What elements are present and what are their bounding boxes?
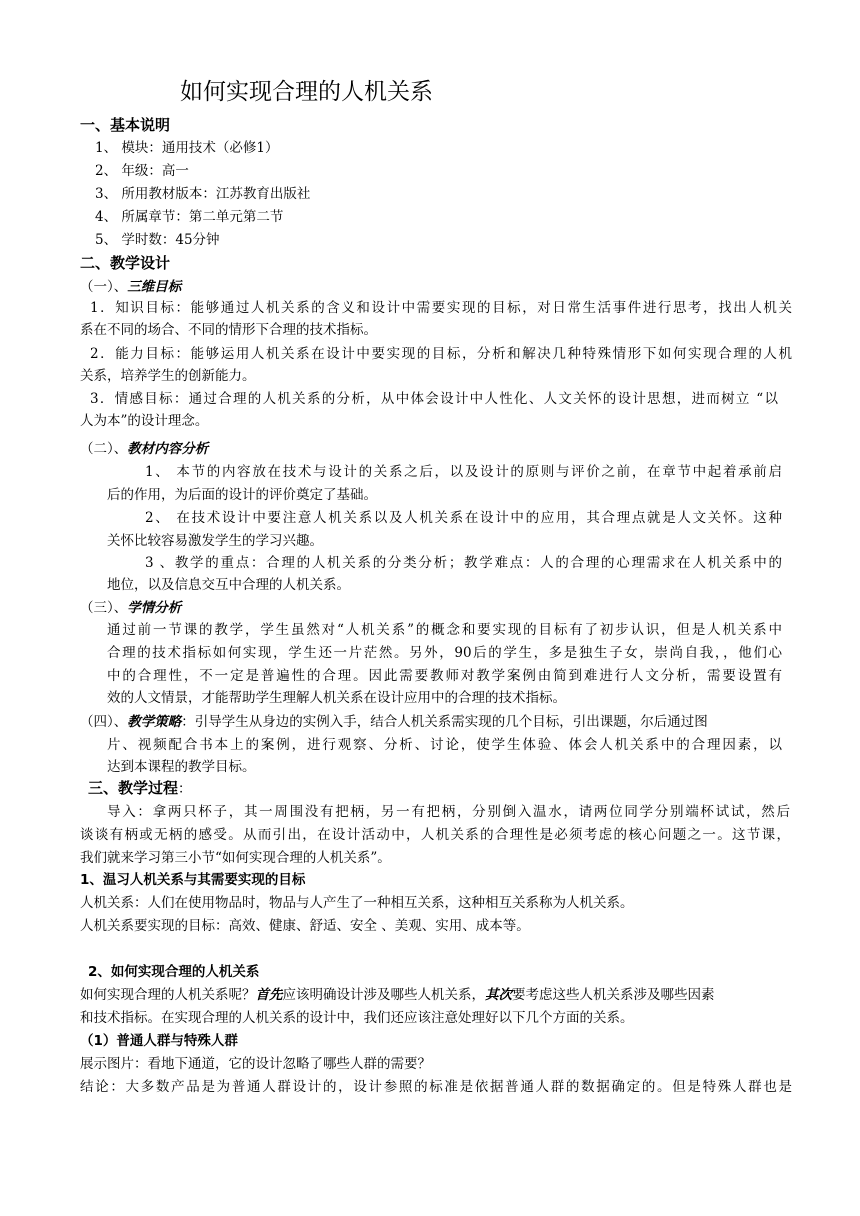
point2-emphasis-first: 首先 [255, 987, 283, 1003]
subheading-prefix: （四）、 [80, 714, 128, 730]
basic-item-chapter: 4、 所属章节：第二单元第二节 [95, 209, 284, 225]
strategy-line2: 片、视频配合书本上的案例，进行观察、分析、讨论，使学生体验、体会人机关系中的合理因素，以 [107, 737, 782, 753]
content-item-2-line2: 关怀比较容易激发学生的学习兴趣。 [107, 533, 323, 549]
basic-item-textbook: 3、 所用教材版本：江苏教育出版社 [95, 186, 311, 202]
goal-emotion-line1: 3．情感目标：通过合理的人机关系的分析，从中体会设计中人性化、人文关怀的设计思想，进而树立 “以 [90, 391, 778, 407]
point3-heading: （1）普通人群与特殊人群 [80, 1033, 238, 1049]
goal-knowledge-line2: 系在不同的场合、不同的情形下合理的技术指标。 [80, 322, 377, 338]
goal-emotion-line2: 人为本”的设计理念。 [80, 413, 209, 429]
point3-show-image: 展示图片：看地下通道，它的设计忽略了哪些人群的需要？ [80, 1056, 431, 1072]
subheading-prefix: （一）、 [80, 279, 128, 295]
page-title: 如何实现合理的人机关系 [180, 79, 433, 105]
section-heading-colon: ： [178, 781, 192, 797]
subheading-content [80, 439, 208, 459]
basic-item-hours: 5、 学时数：45分钟 [95, 232, 220, 248]
point2-line2: 和技术指标。在实现合理的人机关系的设计中，我们还应该注意处理好以下几个方面的关系。 [80, 1010, 634, 1026]
subheading-label: 三维目标 [127, 279, 182, 295]
subheading-label: 教材内容分析 [127, 441, 209, 457]
subheading-label: 学情分析 [127, 600, 182, 616]
basic-item-grade: 2、 年级：高一 [95, 163, 189, 179]
goal-ability-line2: 关系，培养学生的创新能力。 [80, 368, 256, 384]
point2-text-c: 要考虑这些人机关系涉及哪些因素 [512, 987, 715, 1003]
point1-goals: 人机关系要实现的目标：高效、健康、舒适、安全 、美观、实用、成本等。 [80, 918, 530, 934]
students-line3: 中的合理性，不一定是普遍性的合理。因此需要教师对教学案例由简到难进行人文分析，需要设置有 [107, 668, 782, 684]
intro-line1: 导入：拿两只杯子，其一周围没有把柄，另一有把柄，分别倒入温水，请两位同学分别端杯试试，然后 [107, 804, 790, 820]
point2-emphasis-second: 其次 [485, 987, 512, 1003]
strategy-text: ：引导学生从身边的实例入手，结合人机关系需实现的几个目标，引出课题，尔后通过图 [181, 714, 708, 730]
students-line2: 合理的技术指标如何实现，学生还一片茫然。另外，90后的学生，多是独生子女，崇尚自我，，他们心 [107, 645, 782, 661]
content-item-1-line2: 后的作用，为后面的设计的评价奠定了基础。 [107, 487, 377, 503]
intro-line2: 谈谈有柄或无柄的感受。从而引出，在设计活动中，人机关系的合理性是必须考虑的核心问题之一。这节课， [80, 827, 790, 843]
content-item-3-line1: 3 、教学的重点：合理的人机关系的分类分析；教学难点：人的合理的心理需求在人机关系中的 [145, 555, 782, 571]
strategy-line3: 达到本课程的教学目标。 [107, 759, 256, 775]
content-item-2-line1: 2、 在技术设计中要注意人机关系以及人机关系在设计中的应用，其合理点就是人文关怀。这种 [145, 510, 782, 526]
students-line4: 效的人文情景，才能帮助学生理解人机关系在设计应用中的合理的技术指标。 [107, 690, 566, 706]
point2-heading: 2、如何实现合理的人机关系 [88, 964, 260, 980]
section-heading-design: 二、教学设计 [80, 254, 171, 272]
section-heading-label: 三、教学过程 [88, 779, 179, 797]
content-item-1-line1: 1、 本节的内容放在技术与设计的关系之后，以及设计的原则与评价之前，在章节中起着承前启 [145, 464, 782, 480]
point1-heading: 1、温习人机关系与其需要实现的目标 [80, 872, 306, 888]
subheading-label: 教学策略 [127, 714, 182, 730]
section-heading-process [88, 778, 192, 799]
basic-item-module: 1、 模块：通用技术（必修1） [95, 140, 279, 156]
intro-line3: 我们就来学习第三小节“如何实现合理的人机关系”。 [80, 850, 391, 866]
point2-text-b: 应该明确设计涉及哪些人机关系， [282, 987, 485, 1003]
students-line1: 通过前一节课的教学，学生虽然对“人机关系”的概念和要实现的目标有了初步认识，但是人机关系中 [107, 622, 782, 638]
point2-line1 [80, 985, 715, 1005]
point1-definition: 人机关系：人们在使用物品时，物品与人产生了一种相互关系，这种相互关系称为人机关系。 [80, 895, 634, 911]
goal-ability-line1: 2．能力目标：能够运用人机关系在设计中要实现的目标，分析和解决几种特殊情形下如何实现合理的人机 [90, 346, 792, 362]
goal-knowledge-line1: 1．知识目标：能够通过人机关系的含义和设计中需要实现的目标，对日常生活事件进行思考，找出人机关 [90, 300, 792, 316]
point2-text-a: 如何实现合理的人机关系呢？ [80, 987, 256, 1003]
section-heading-basic: 一、基本说明 [80, 116, 171, 134]
subheading-strategy [80, 712, 708, 732]
subheading-prefix: （三）、 [80, 600, 128, 616]
point3-conclusion: 结论：大多数产品是为普通人群设计的，设计参照的标准是依据普通人群的数据确定的。但是特殊人群也是 [80, 1079, 792, 1095]
subheading-prefix: （二）、 [80, 441, 128, 457]
subheading-goals [80, 277, 181, 297]
subheading-students [80, 598, 181, 618]
content-item-3-line2: 地位，以及信息交互中合理的人机关系。 [107, 577, 350, 593]
